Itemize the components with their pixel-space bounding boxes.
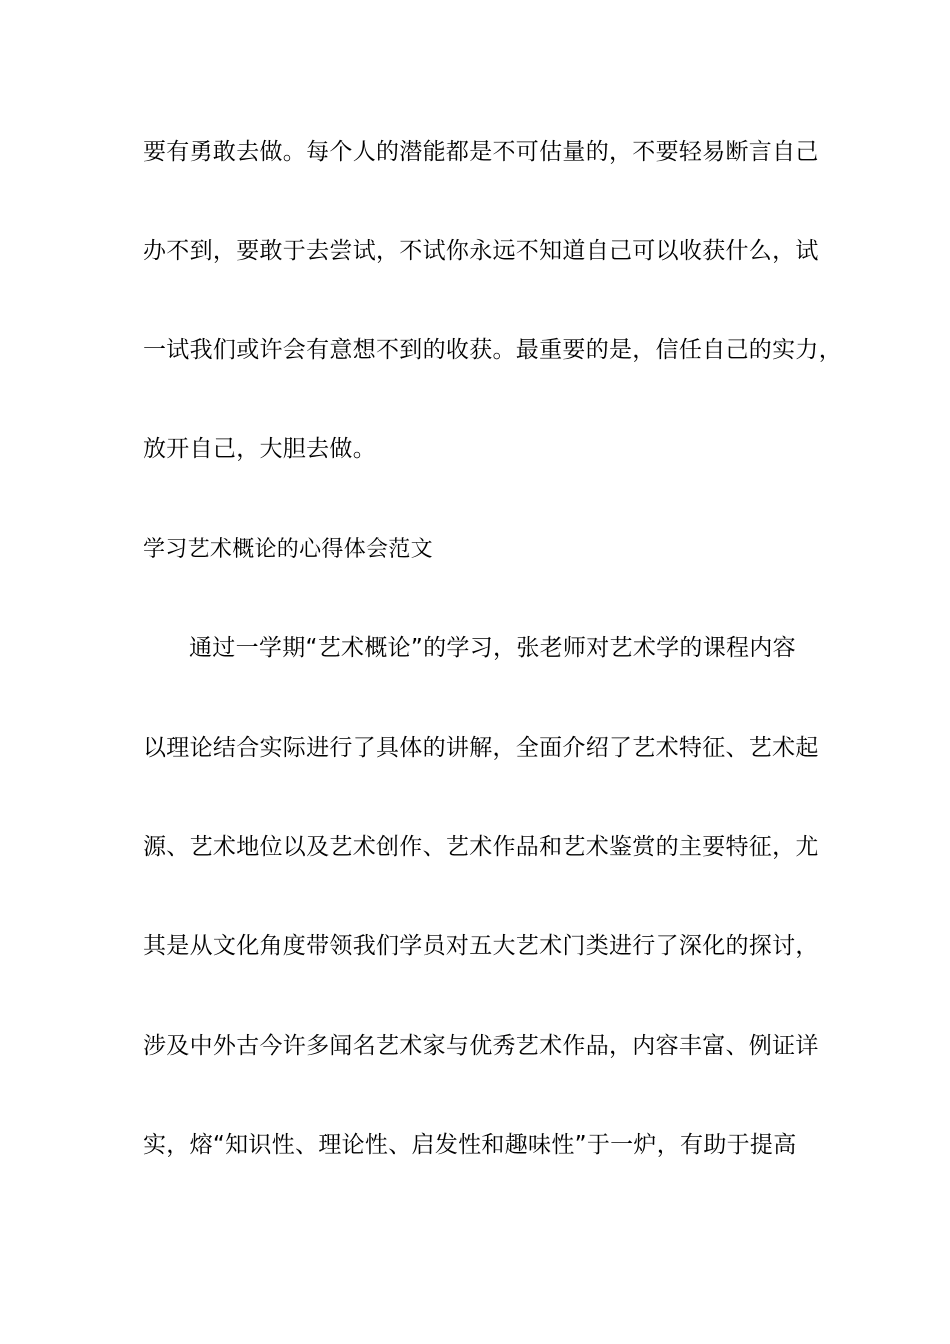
paragraph-line: 办不到，要敢于去尝试，不试你永远不知道自己可以收获什么，试 xyxy=(143,238,819,264)
paragraph-line: 要有勇敢去做。每个人的潜能都是不可估量的，不要轻易断言自己 xyxy=(143,139,819,165)
paragraph-line: 涉及中外古今许多闻名艺术家与优秀艺术作品，内容丰富、例证详 xyxy=(143,1033,819,1059)
paragraph-line: 其是从文化角度带领我们学员对五大艺术门类进行了深化的探讨， xyxy=(143,933,819,959)
paragraph-line: 一试我们或许会有意想不到的收获。最重要的是，信任自己的实力， xyxy=(143,337,842,363)
paragraph-line: 放开自己，大胆去做。 xyxy=(143,436,376,462)
paragraph-line: 实，熔“知识性、理论性、启发性和趣味性”于一炉，有助于提高 xyxy=(143,1132,797,1158)
paragraph-line: 源、艺术地位以及艺术创作、艺术作品和艺术鉴赏的主要特征，尤 xyxy=(143,834,819,860)
paragraph-line: 以理论结合实际进行了具体的讲解，全面介绍了艺术特征、艺术起 xyxy=(143,735,819,761)
paragraph-line: 通过一学期“艺术概论”的学习，张老师对艺术学的课程内容 xyxy=(189,635,796,661)
section-heading: 学习艺术概论的心得体会范文 xyxy=(143,537,433,562)
